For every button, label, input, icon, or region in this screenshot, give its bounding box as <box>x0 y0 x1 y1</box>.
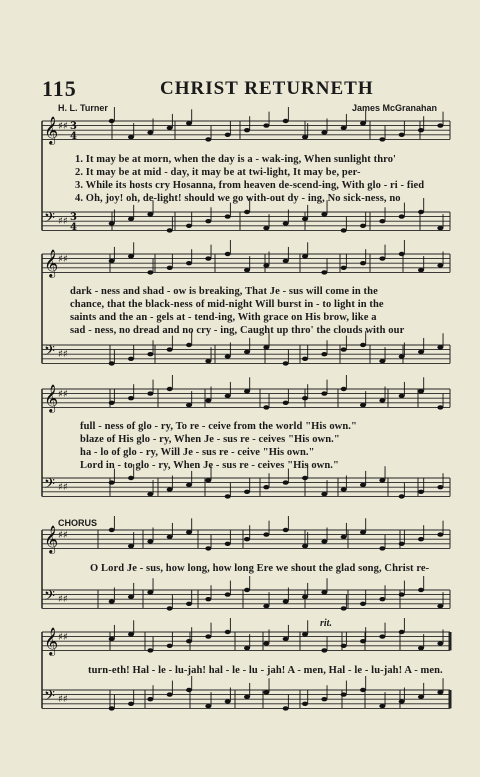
note-head <box>263 604 269 608</box>
treble-clef-icon: 𝄞 <box>44 116 59 144</box>
note-head <box>341 347 347 351</box>
note-head <box>341 266 347 270</box>
note-head <box>321 270 327 274</box>
note-head <box>399 133 405 137</box>
note-head <box>205 546 211 550</box>
note-head <box>128 544 134 548</box>
note-head <box>167 535 173 539</box>
note-head <box>128 135 134 139</box>
lyric-line: blaze of His glo - ry, When Je - sus re - ceives "His own." <box>80 434 340 445</box>
treble-clef-icon: 𝄞 <box>44 249 59 277</box>
note-head <box>302 544 308 548</box>
note-head <box>283 599 289 603</box>
note-head <box>147 590 153 594</box>
note-head <box>167 266 173 270</box>
note-head <box>263 405 269 409</box>
note-head <box>225 214 231 218</box>
note-head <box>379 219 385 223</box>
note-head <box>418 350 424 354</box>
note-head <box>321 539 327 543</box>
note-head <box>167 606 173 610</box>
treble-clef-icon: 𝄞 <box>44 525 59 553</box>
note-head <box>283 361 289 365</box>
note-head <box>399 394 405 398</box>
note-head <box>186 121 192 125</box>
note-head <box>302 476 308 480</box>
note-head <box>244 537 250 541</box>
words-author: H. L. Turner <box>58 103 108 113</box>
treble-clef-icon: 𝄞 <box>44 384 59 412</box>
note-head <box>283 119 289 123</box>
note-head <box>167 644 173 648</box>
note-head <box>399 252 405 256</box>
note-head <box>109 637 115 641</box>
note-head <box>418 537 424 541</box>
note-head <box>109 119 115 123</box>
note-head <box>283 480 289 484</box>
key-signature-icon: ♯♯ <box>58 216 68 227</box>
note-head <box>186 343 192 347</box>
note-head <box>341 487 347 491</box>
note-head <box>302 595 308 599</box>
lyric-line: turn-eth! Hal - le - lu-jah! hal - le - lu - jah! A - men, Hal - le - lu-jah! A - men. <box>88 665 443 676</box>
note-head <box>109 599 115 603</box>
note-head <box>244 210 250 214</box>
note-head <box>263 263 269 267</box>
note-head <box>379 137 385 141</box>
note-head <box>263 485 269 489</box>
note-head <box>321 697 327 701</box>
note-head <box>341 126 347 130</box>
note-head <box>321 492 327 496</box>
note-head <box>205 704 211 708</box>
note-head <box>379 634 385 638</box>
lyric-line: O Lord Je - sus, how long, how long Ere we shout the glad song, Christ re- <box>90 563 430 574</box>
note-head <box>167 692 173 696</box>
note-head <box>418 646 424 650</box>
note-head <box>167 126 173 130</box>
note-head <box>399 494 405 498</box>
note-head <box>302 357 308 361</box>
note-head <box>244 389 250 393</box>
lyric-line: ha - lo of glo - ry, Will Je - sus re - ceive "His own." <box>80 447 315 458</box>
note-head <box>263 690 269 694</box>
hymn-number: 115 <box>42 76 77 101</box>
key-signature-icon: ♯♯ <box>58 632 68 643</box>
note-head <box>244 350 250 354</box>
note-head <box>302 217 308 221</box>
note-head <box>399 630 405 634</box>
lyric-line: 3. While its hosts cry Hosanna, from heaven de-scend-ing, With glo - ri - fied <box>75 180 425 191</box>
note-head <box>360 261 366 265</box>
note-head <box>283 401 289 405</box>
note-head <box>341 692 347 696</box>
note-head <box>418 695 424 699</box>
note-head <box>379 704 385 708</box>
note-head <box>205 359 211 363</box>
note-head <box>341 387 347 391</box>
note-head <box>360 688 366 692</box>
note-head <box>128 476 134 480</box>
note-head <box>418 588 424 592</box>
note-head <box>186 483 192 487</box>
note-head <box>167 487 173 491</box>
note-head <box>244 490 250 494</box>
note-head <box>167 387 173 391</box>
lyric-line: chance, that the black-ness of mid-night Will burst in - to light in the <box>70 299 384 310</box>
note-head <box>244 588 250 592</box>
time-signature-top: 3 <box>70 121 77 132</box>
note-head <box>128 254 134 258</box>
note-head <box>167 228 173 232</box>
music-composer: James McGranahan <box>352 103 438 113</box>
note-head <box>341 228 347 232</box>
note-head <box>128 217 134 221</box>
note-head <box>399 592 405 596</box>
key-signature-icon: ♯♯ <box>58 349 68 360</box>
note-head <box>263 226 269 230</box>
key-signature-icon: ♯♯ <box>58 694 68 705</box>
bass-clef-icon: 𝄢 <box>44 343 55 363</box>
note-head <box>437 123 443 127</box>
note-head <box>263 123 269 127</box>
note-head <box>244 268 250 272</box>
note-head <box>147 648 153 652</box>
note-head <box>321 648 327 652</box>
lyric-line: sad - ness, no dread and no cry - ing, Caught up thro' the clouds with our <box>70 325 405 336</box>
note-head <box>225 630 231 634</box>
note-head <box>147 270 153 274</box>
note-head <box>147 352 153 356</box>
note-head <box>205 634 211 638</box>
lyric-line: dark - ness and shad - ow is breaking, That Je - sus will come in the <box>70 286 378 297</box>
bass-clef-icon: 𝄢 <box>44 688 55 708</box>
treble-clef-icon: 𝄞 <box>44 627 59 655</box>
note-head <box>225 133 231 137</box>
note-head <box>109 361 115 365</box>
note-head <box>225 354 231 358</box>
bass-clef-icon: 𝄢 <box>44 210 55 230</box>
note-head <box>244 695 250 699</box>
note-head <box>437 690 443 694</box>
note-head <box>302 396 308 400</box>
hymn-title: CHRIST RETURNETH <box>160 78 374 99</box>
lyric-line: Lord in - to glo - ry, When Je - sus re - ceives "His own." <box>80 460 339 471</box>
note-head <box>437 263 443 267</box>
note-head <box>205 256 211 260</box>
lyric-line: 4. Oh, joy! oh, de-light! should we go with-out dy - ing, No sick-ness, no <box>75 193 401 204</box>
note-head <box>186 403 192 407</box>
note-head <box>360 343 366 347</box>
note-head <box>128 357 134 361</box>
note-head <box>205 398 211 402</box>
note-head <box>205 597 211 601</box>
note-head <box>321 590 327 594</box>
lyric-line: 1. It may be at morn, when the day is a - wak-ing, When sunlight thro' <box>75 154 397 165</box>
note-head <box>225 252 231 256</box>
note-head <box>244 646 250 650</box>
note-head <box>283 259 289 263</box>
key-signature-icon: ♯♯ <box>58 254 68 265</box>
note-head <box>167 347 173 351</box>
note-head <box>263 532 269 536</box>
note-head <box>109 259 115 263</box>
note-head <box>341 644 347 648</box>
note-head <box>109 528 115 532</box>
key-signature-icon: ♯♯ <box>58 121 68 132</box>
note-head <box>360 483 366 487</box>
note-head <box>360 403 366 407</box>
note-head <box>379 359 385 363</box>
note-head <box>186 688 192 692</box>
note-head <box>186 530 192 534</box>
note-head <box>418 389 424 393</box>
note-head <box>321 391 327 395</box>
note-head <box>225 494 231 498</box>
note-head <box>360 602 366 606</box>
note-head <box>418 490 424 494</box>
note-head <box>341 535 347 539</box>
note-head <box>205 137 211 141</box>
note-head <box>437 532 443 536</box>
note-head <box>263 641 269 645</box>
time-signature-bottom: 4 <box>70 131 77 142</box>
note-head <box>437 226 443 230</box>
note-head <box>225 394 231 398</box>
note-head <box>205 478 211 482</box>
note-head <box>186 639 192 643</box>
time-signature-top: 3 <box>70 212 77 223</box>
note-head <box>109 221 115 225</box>
note-head <box>437 641 443 645</box>
note-head <box>360 121 366 125</box>
lyric-line: full - ness of glo - ry, To re - ceive from the world "His own." <box>80 421 357 432</box>
note-head <box>283 706 289 710</box>
note-head <box>399 699 405 703</box>
note-head <box>283 221 289 225</box>
ritardando-marking: rit. <box>320 618 332 629</box>
note-head <box>418 268 424 272</box>
note-head <box>379 546 385 550</box>
note-head <box>186 224 192 228</box>
note-head <box>205 219 211 223</box>
note-head <box>128 396 134 400</box>
note-head <box>147 212 153 216</box>
chorus-label: CHORUS <box>58 518 98 528</box>
note-head <box>379 398 385 402</box>
note-head <box>341 606 347 610</box>
note-head <box>379 597 385 601</box>
note-head <box>225 592 231 596</box>
note-head <box>321 130 327 134</box>
note-head <box>437 485 443 489</box>
note-head <box>283 528 289 532</box>
lyric-line: saints and the an - gels at - tend-ing, With grace on His brow, like a <box>70 312 377 323</box>
note-head <box>147 697 153 701</box>
note-head <box>321 212 327 216</box>
note-head <box>418 128 424 132</box>
note-head <box>109 706 115 710</box>
note-head <box>360 530 366 534</box>
note-head <box>109 401 115 405</box>
note-head <box>109 480 115 484</box>
note-head <box>399 214 405 218</box>
note-head <box>283 637 289 641</box>
note-head <box>302 632 308 636</box>
note-head <box>302 702 308 706</box>
bass-clef-icon: 𝄢 <box>44 476 55 496</box>
note-head <box>244 128 250 132</box>
note-head <box>302 254 308 258</box>
note-head <box>263 345 269 349</box>
lyric-line: 2. It may be at mid - day, it may be at twi-light, It may be, per- <box>75 167 361 178</box>
note-head <box>399 542 405 546</box>
time-signature-bottom: 4 <box>70 222 77 233</box>
note-head <box>379 478 385 482</box>
note-head <box>360 639 366 643</box>
note-head <box>302 135 308 139</box>
note-head <box>225 542 231 546</box>
note-head <box>147 391 153 395</box>
note-head <box>399 354 405 358</box>
note-head <box>147 539 153 543</box>
key-signature-icon: ♯♯ <box>58 389 68 400</box>
note-head <box>437 345 443 349</box>
bass-clef-icon: 𝄢 <box>44 588 55 608</box>
note-head <box>321 352 327 356</box>
key-signature-icon: ♯♯ <box>58 594 68 605</box>
note-head <box>128 595 134 599</box>
note-head <box>128 702 134 706</box>
note-head <box>360 224 366 228</box>
note-head <box>186 261 192 265</box>
note-head <box>147 492 153 496</box>
note-head <box>128 632 134 636</box>
key-signature-icon: ♯♯ <box>58 482 68 493</box>
note-head <box>186 602 192 606</box>
note-head <box>418 210 424 214</box>
note-head <box>379 256 385 260</box>
note-head <box>437 405 443 409</box>
note-head <box>437 604 443 608</box>
key-signature-icon: ♯♯ <box>58 530 68 541</box>
note-head <box>147 130 153 134</box>
note-head <box>225 699 231 703</box>
